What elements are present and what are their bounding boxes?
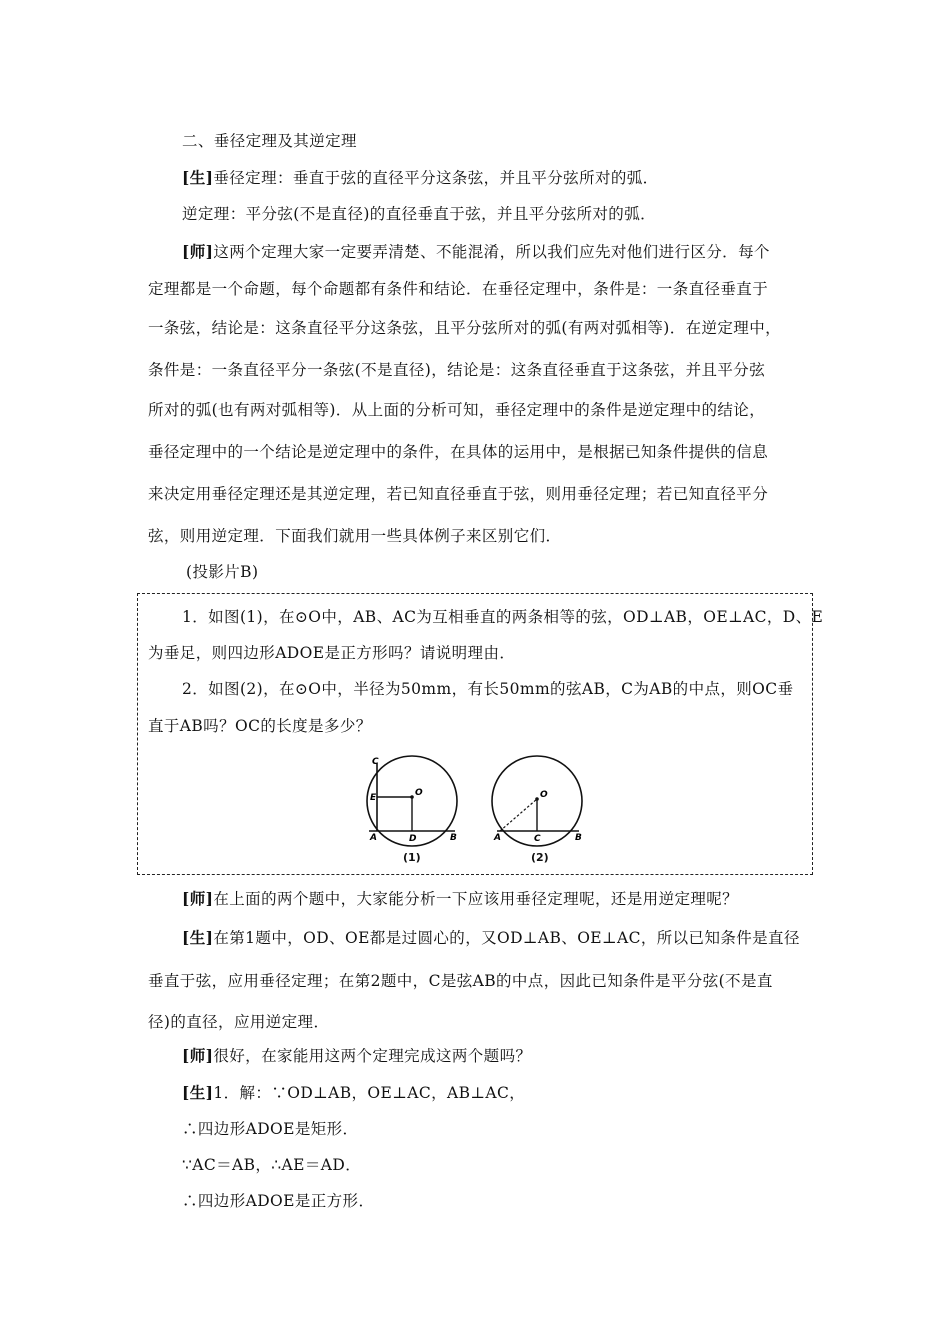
label-o: O [540, 790, 548, 800]
paragraph-student-answer-line-3: 径)的直径，应用逆定理． [148, 1013, 330, 1031]
paragraph-text: 很好，在家能用这两个定理完成这两个题吗？ [213, 1047, 532, 1065]
paragraph-student-answer-line-2: 垂直于弦，应用垂径定理；在第2题中，C是弦AB的中点，因此已知条件是平分弦(不是直 [148, 972, 773, 990]
question-2-line-2: 直于AB吗？OC的长度是多少？ [148, 717, 372, 735]
paragraph-text: 在第1题中，OD、OE都是过圆心的，又OD⊥AB、OE⊥AC，所以已知条件是直径 [213, 929, 800, 947]
paragraph-teacher-line-2: 定理都是一个命题，每个命题都有条件和结论．在垂径定理中，条件是：一条直径垂直于 [148, 280, 769, 298]
section-title: 二、垂径定理及其逆定理 [182, 132, 357, 150]
point-o [410, 795, 414, 799]
label-a: A [494, 833, 501, 843]
paragraph-text: 在上面的两个题中，大家能分析一下应该用垂径定理呢，还是用逆定理呢？ [213, 890, 739, 908]
label-c: C [534, 834, 541, 844]
segment-oa-dashed [500, 799, 537, 831]
speaker-tag: [生] [182, 928, 214, 947]
label-e: E [370, 793, 377, 803]
paragraph-teacher-line-1 [182, 240, 770, 262]
figure-1-caption: (1) [403, 851, 421, 864]
label-d: D [409, 834, 417, 844]
figure-2-caption: (2) [531, 851, 549, 864]
question-1-line-1: 1．如图(1)，在⊙O中，AB、AC为互相垂直的两条相等的弦，OD⊥AB，OE⊥AC，D、E [182, 608, 824, 626]
speaker-tag: [生] [182, 1083, 214, 1102]
question-2-line-1: 2．如图(2)，在⊙O中，半径为50mm，有长50mm的弦AB，C为AB的中点，则OC垂 [182, 680, 794, 698]
label-b: B [575, 833, 582, 843]
speaker-tag: [生] [182, 168, 214, 187]
paragraph-teacher-line-4: 条件是：一条直径平分一条弦(不是直径)，结论是：这条直径垂直于这条弦，并且平分弦 [148, 361, 766, 379]
paragraph-teacher-line-5: 所对的弧(也有两对弧相等)．从上面的分析可知，垂径定理中的条件是逆定理中的结论， [148, 401, 766, 419]
paragraph-text: 这两个定理大家一定要弄清楚、不能混淆，所以我们应先对他们进行区分．每个 [213, 243, 770, 261]
paragraph-text: 垂径定理：垂直于弦的直径平分这条弦，并且平分弦所对的弧． [213, 169, 659, 187]
paragraph-text: 1．解：∵OD⊥AB，OE⊥AC，AB⊥AC， [213, 1084, 526, 1102]
speaker-tag: [师] [182, 889, 214, 908]
paragraph-teacher-line-8: 弦，则用逆定理．下面我们就用一些具体例子来区别它们． [148, 527, 562, 545]
question-1-line-2: 为垂足，则四边形ADOE是正方形吗？请说明理由． [148, 644, 516, 662]
paragraph-converse: 逆定理：平分弦(不是直径)的直径垂直于弦，并且平分弦所对的弧． [182, 205, 656, 223]
solution-line-1 [182, 1081, 525, 1103]
paragraph-student-answer-line-1 [182, 926, 800, 948]
point-o [535, 797, 539, 801]
label-o: O [415, 788, 423, 798]
paragraph-teacher-question [182, 887, 738, 909]
figure-2-diagram [487, 755, 597, 855]
solution-line-4: ∴四边形ADOE是正方形． [182, 1192, 375, 1210]
label-c: C [372, 757, 379, 767]
speaker-tag: [师] [182, 242, 214, 261]
paragraph-theorem [182, 166, 659, 188]
label-a: A [370, 833, 377, 843]
speaker-tag: [师] [182, 1046, 214, 1065]
paragraph-teacher-praise [182, 1044, 531, 1066]
paragraph-teacher-line-3: 一条弦，结论是：这条直径平分这条弦，且平分弦所对的弧(有两对弧相等)．在逆定理中， [148, 319, 781, 337]
slide-label: (投影片B) [186, 563, 259, 581]
paragraph-teacher-line-7: 来决定用垂径定理还是其逆定理，若已知直径垂直于弦，则用垂径定理；若已知直径平分 [148, 485, 769, 503]
label-b: B [450, 833, 457, 843]
solution-line-2: ∴四边形ADOE是矩形． [182, 1120, 359, 1138]
figure-1-diagram [360, 755, 470, 855]
solution-line-3: ∵AC＝AB，∴AE＝AD． [182, 1156, 362, 1174]
paragraph-teacher-line-6: 垂径定理中的一个结论是逆定理中的条件，在具体的运用中，是根据已知条件提供的信息 [148, 443, 769, 461]
